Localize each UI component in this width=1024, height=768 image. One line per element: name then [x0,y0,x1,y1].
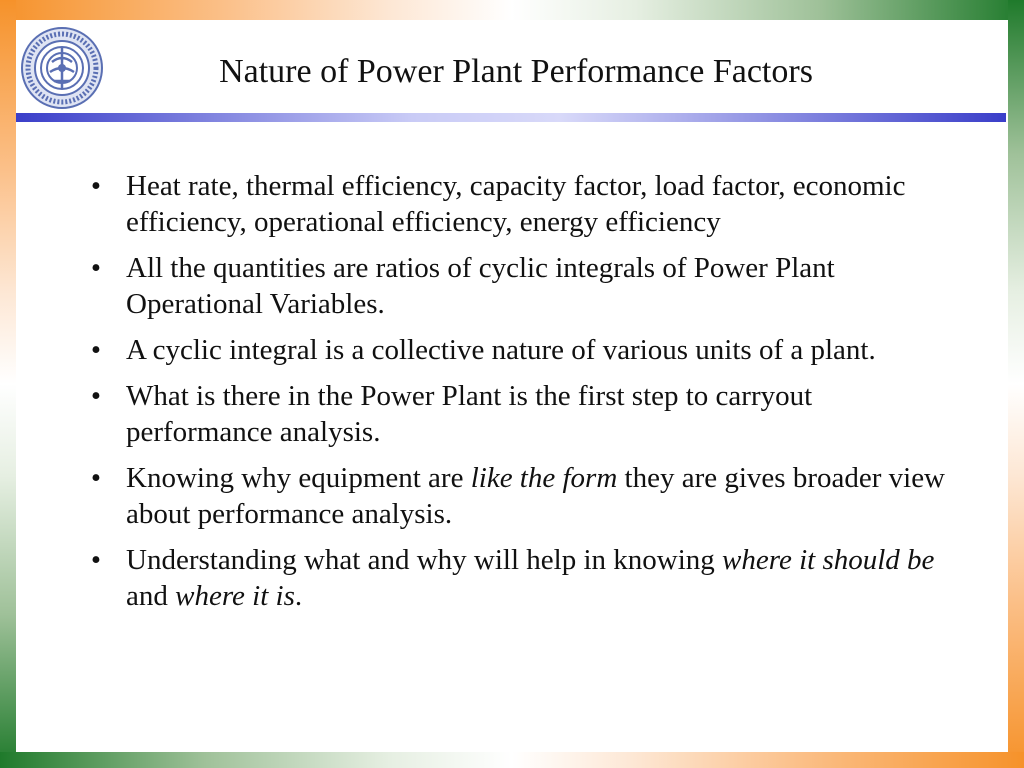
slide [16,20,1008,752]
bullet-text: All the quantities are ratios of cyclic integrals of Power Plant Operational Variables. [126,252,835,320]
institute-emblem-logo [20,26,104,110]
frame-left-gradient [0,0,16,768]
bullet-text: they are gives broader view about performance analysis. [126,462,946,530]
bullet-marker: • [90,170,102,202]
bullet-marker: • [90,544,102,576]
bullet-text: Understanding what and why will help in knowing [126,544,723,576]
bullet-marker: • [90,462,102,494]
frame-bottom-gradient [0,752,1024,768]
bullet-text-emphasis: like the form [470,462,618,494]
bullet-text: Knowing why equipment are [126,462,471,494]
bullet-text-emphasis: where it should be [722,544,935,576]
bullet-item [86,250,946,322]
frame-right-gradient [1008,0,1024,768]
bullet-item [86,378,946,450]
bullet-text: A cyclic integral is a collective nature of various units of a plant. [126,334,876,366]
bullet-item [86,168,946,240]
bullet-item [86,542,946,614]
bullet-text-emphasis: where it is [175,580,295,612]
bullet-marker: • [90,380,102,412]
slide-title: Nature of Power Plant Performance Factors [219,53,813,90]
bullet-marker: • [90,252,102,284]
bullet-text: Heat rate, thermal efficiency, capacity factor, load factor, economic efficiency, operational efficiency, energy efficiency [126,170,906,238]
frame-top-gradient [0,0,1024,20]
bullet-list [86,168,946,624]
bullet-item [86,332,946,368]
bullet-text: What is there in the Power Plant is the first step to carryout performance analysis. [126,380,813,448]
title-divider [16,113,1006,122]
bullet-marker: • [90,334,102,366]
bullet-item [86,460,946,532]
bullet-text: and [126,580,176,612]
bullet-text: . [294,580,303,612]
